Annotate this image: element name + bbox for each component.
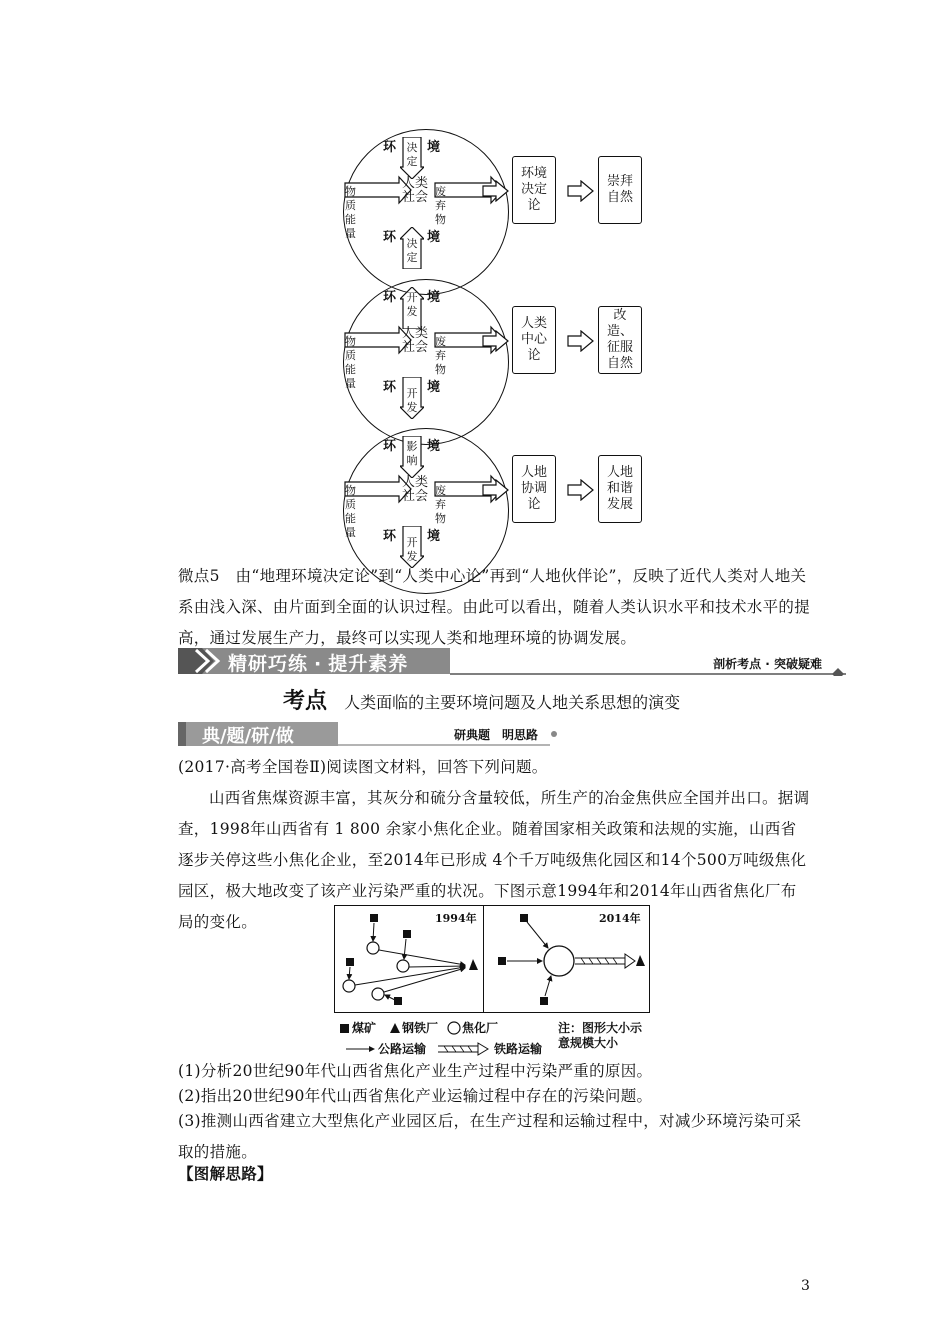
arrow-bottom-label: 开发 bbox=[406, 536, 418, 563]
waste-label: 废弃物 bbox=[435, 335, 446, 376]
theory-box: 人地协调论 bbox=[512, 455, 556, 523]
arrow-bottom-label: 开发 bbox=[406, 387, 418, 414]
sub-banner bbox=[178, 722, 558, 746]
coal-mine-icon bbox=[520, 914, 528, 922]
coal-mine-icon bbox=[346, 958, 354, 966]
env-label-bottom-right: 境 bbox=[427, 230, 441, 245]
legend-coking: 焦化厂 bbox=[462, 1021, 499, 1035]
steel-plant-icon bbox=[636, 955, 645, 966]
env-label-top-right: 境 bbox=[427, 140, 441, 155]
waste-label: 废弃物 bbox=[435, 185, 446, 226]
banner-subtitle: 剖析考点 · 突破疑难 bbox=[713, 657, 822, 671]
page-number: 3 bbox=[801, 1278, 810, 1294]
map-note-line1: 注：图形大小示 bbox=[558, 1021, 643, 1035]
legend-road: 公路运输 bbox=[378, 1042, 427, 1056]
flow-arrow-1 bbox=[482, 330, 510, 352]
env-label-top-left: 环 bbox=[383, 290, 397, 305]
section-banner bbox=[178, 646, 846, 676]
diagram-hint: 【图解思路】 bbox=[178, 1164, 273, 1183]
diagram-arrows bbox=[341, 127, 511, 297]
sub-banner-title: 典/题/研/做 bbox=[202, 726, 294, 747]
flow-arrow-1 bbox=[482, 180, 510, 202]
sub-banner-right: 研典题 明思路 bbox=[454, 728, 539, 742]
legend-steel: 钢铁厂 bbox=[402, 1021, 439, 1035]
attitude-box: 崇拜自然 bbox=[598, 156, 642, 224]
kaodian-heading bbox=[283, 684, 680, 715]
coking-plant-icon bbox=[343, 980, 355, 992]
question-2: (2)指出20世纪90年代山西省焦化产业运输过程中存在的污染问题。 bbox=[178, 1087, 653, 1105]
arrow-top-label: 影响 bbox=[406, 440, 418, 467]
env-label-bottom-left: 环 bbox=[383, 230, 397, 245]
env-label-top-left: 环 bbox=[383, 140, 397, 155]
coal-mine-icon bbox=[403, 930, 411, 938]
map-note-line2: 意规模大小 bbox=[558, 1036, 619, 1050]
year-1994-label: 1994年 bbox=[435, 912, 477, 925]
kaodian-label: 考点 bbox=[283, 689, 328, 714]
flow-arrow-2 bbox=[567, 330, 595, 352]
attitude-box: 改造、征服自然 bbox=[598, 306, 642, 374]
question-body: 山西省焦煤资源丰富，其灰分和硫分含量较低，所生产的冶金焦供应全国并出口。据调查，1998年山西省有 1 800 余家小焦化企业。随着国家相关政策和法规的实施，山西省逐步关停这些小焦化企业，至2014年已形成 4个千万吨级焦化园区和14个500万吨级焦化园区，极大地改变了该产业污染严重的状况。下图示意1994年和2014年山西省焦化厂布局的变化。 bbox=[178, 789, 810, 931]
coking-plant-icon bbox=[397, 960, 409, 972]
coal-mine-icon bbox=[370, 914, 378, 922]
env-label-top-right: 境 bbox=[427, 290, 441, 305]
diagram-arrows bbox=[341, 277, 511, 447]
arrow-top-label: 决定 bbox=[406, 141, 418, 168]
env-label-bottom-right: 境 bbox=[427, 380, 441, 395]
coal-mine-icon bbox=[498, 957, 506, 965]
material-energy-label: 物质能量 bbox=[345, 484, 356, 539]
material-energy-label: 物质能量 bbox=[345, 335, 356, 390]
human-society-label: 人类社会 bbox=[401, 475, 428, 504]
map-drawing bbox=[335, 906, 651, 1014]
material-energy-label: 物质能量 bbox=[345, 185, 356, 240]
env-label-bottom-right: 境 bbox=[427, 529, 441, 544]
steel-plant-icon bbox=[469, 959, 478, 970]
arrow-bottom-label: 决定 bbox=[406, 237, 418, 264]
flow-arrow-1 bbox=[482, 479, 510, 501]
waste-label: 废弃物 bbox=[435, 484, 446, 525]
theory-box: 环境决定论 bbox=[512, 156, 556, 224]
env-label-top-right: 境 bbox=[427, 439, 441, 454]
map-frame bbox=[334, 905, 650, 1013]
attitude-box: 人地和谐发展 bbox=[598, 455, 642, 523]
theory-box: 人类中心论 bbox=[512, 306, 556, 374]
coal-mine-icon bbox=[540, 997, 548, 1005]
coal-mine-icon bbox=[394, 997, 402, 1005]
human-society-label: 人类社会 bbox=[401, 326, 428, 355]
kaodian-text: 人类面临的主要环境问题及人地关系思想的演变 bbox=[344, 693, 681, 712]
env-label-bottom-left: 环 bbox=[383, 380, 397, 395]
question-3: (3)推测山西省建立大型焦化产业园区后，在生产过程和运输过程中，对减少环境污染可采取的措施。 bbox=[178, 1112, 802, 1161]
coking-park-icon bbox=[544, 946, 574, 976]
legend-rail: 铁路运输 bbox=[494, 1042, 543, 1056]
arrow-top-label: 开发 bbox=[406, 291, 418, 318]
question-1: (1)分析20世纪90年代山西省焦化产业生产过程中污染严重的原因。 bbox=[178, 1062, 653, 1080]
env-label-bottom-left: 环 bbox=[383, 529, 397, 544]
micro-point-paragraph: 微点5 由“地理环境决定论”到“人类中心论”再到“人地伙伴论”，反映了近代人类对人地关系由浅入深、由片面到全面的认识过程。由此可以看出，随着人类认识水平和技术水平的提高，通过发展生产力，最终可以实现人类和地理环境的协调发展。 bbox=[178, 567, 811, 647]
coking-plant-icon bbox=[372, 988, 384, 1000]
env-label-top-left: 环 bbox=[383, 439, 397, 454]
coking-plant-icon bbox=[367, 942, 379, 954]
flow-arrow-2 bbox=[567, 479, 595, 501]
question-source: (2017·高考全国卷Ⅱ)阅读图文材料，回答下列问题。 bbox=[178, 758, 548, 776]
banner-title: 精研巧练 · 提升素养 bbox=[228, 653, 409, 675]
flow-arrow-2 bbox=[567, 180, 595, 202]
year-2014-label: 2014年 bbox=[599, 912, 641, 925]
legend-coal: 煤矿 bbox=[352, 1021, 377, 1035]
human-society-label: 人类社会 bbox=[401, 176, 428, 205]
